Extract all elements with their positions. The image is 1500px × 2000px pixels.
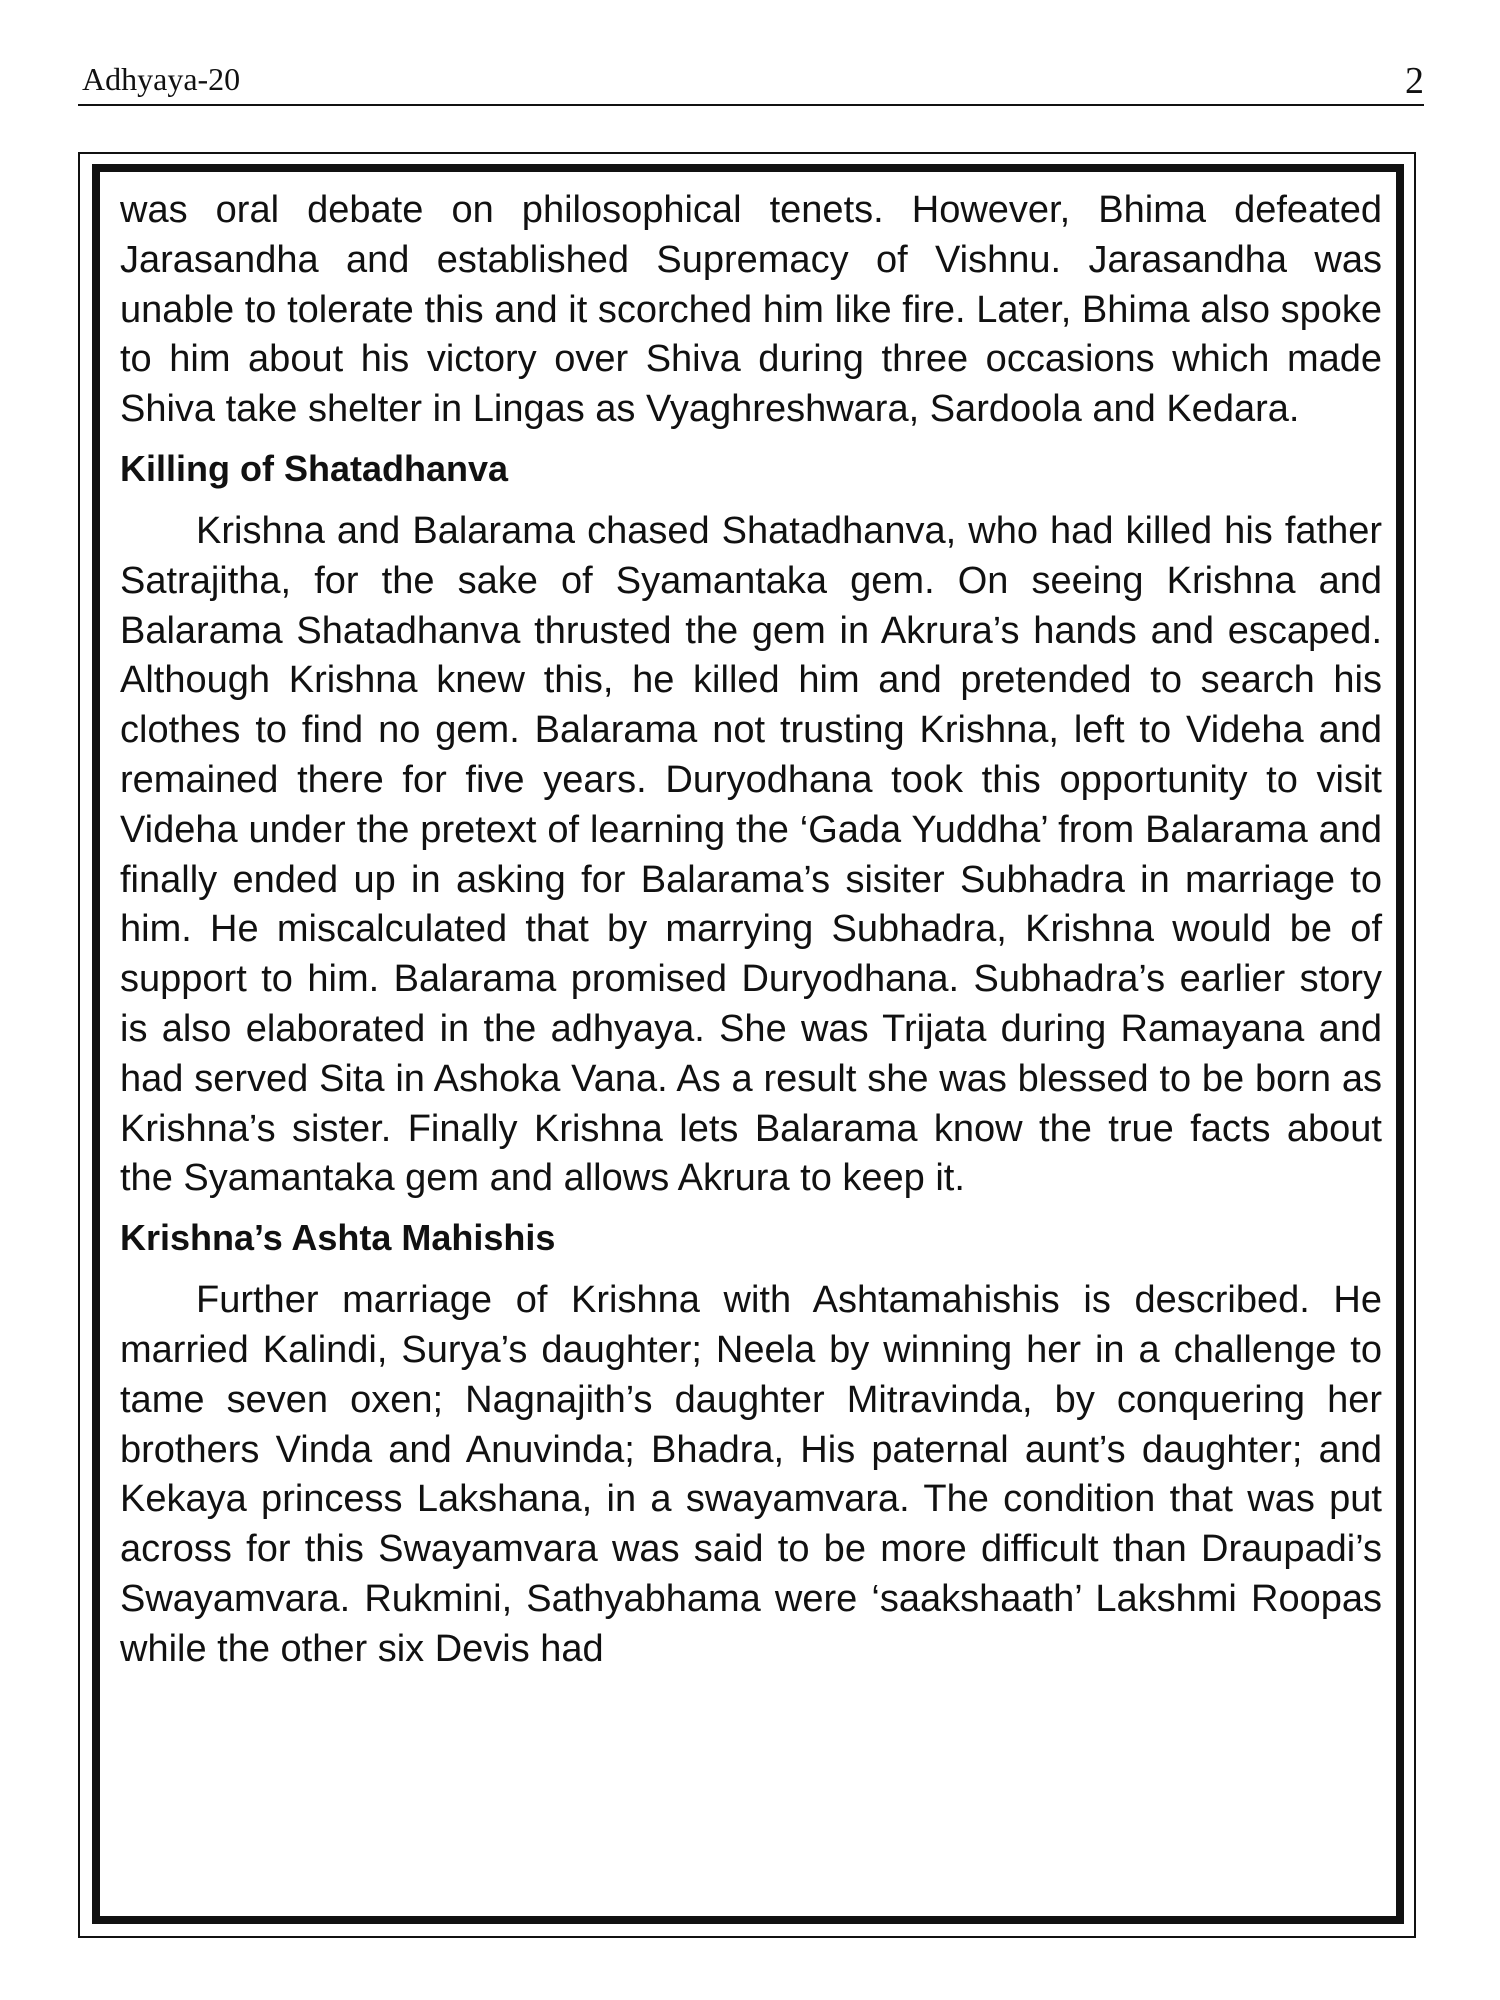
header-rule	[78, 104, 1424, 106]
intro-paragraph: was oral debate on philosophical tenets. However, Bhima defeated Jarasandha and established Supremacy of Vishnu. Jarasandha was unable to tolerate this and it scorched him like fire. Later, Bhima also spoke to him about his victory over Shiva during three occasions which made Shiva take shelter in Lingas as Vyaghreshwara, Sardoola and Kedara.	[120, 189, 1382, 431]
chapter-title: Adhyaya-20	[82, 61, 241, 97]
section-paragraph-shatadhanva: Krishna and Balarama chased Shatadhanva, who had killed his father Satrajitha, for the sake of Syamantaka gem. On seeing Krishna and Balarama Shatadhanva thrusted the gem in Akrura’s hands and escaped. Although Krishna knew this, he killed him and pretended to search his clothes to find no gem. Balarama not trusting Krishna, left to Videha and remained there for five years. Duryodhana took this opportunity to visit Videha under the pretext of learning the ‘Gada Yuddha’ from Balarama and finally ended up in asking for Balarama’s sisiter Subhadra in marriage to him. He miscalculated that by marrying Subhadra, Krishna would be of support to him. Balarama promised Duryodhana. Subhadra’s earlier story is also elaborated in the adhyaya. She was Trijata during Ramayana and had served Sita in Ashoka Vana. As a result she was blessed to be born as Krishna’s sister. Finally Krishna lets Balarama know the true facts about the Syamantaka gem and allows Akrura to keep it.	[120, 509, 1382, 1200]
page-body	[120, 186, 1382, 1675]
section-heading-ashta-mahishis: Krishna’s Ashta Mahishis	[120, 1217, 556, 1259]
running-header	[82, 54, 1424, 104]
page-number: 2	[1405, 60, 1424, 102]
section-heading-shatadhanva: Killing of Shatadhanva	[120, 447, 509, 489]
section-paragraph-ashta-mahishis: Further marriage of Krishna with Ashtamahishis is described. He married Kalindi, Surya’s daughter; Neela by winning her in a challenge to tame seven oxen; Nagnajith’s daughter Mitravinda, by conquering her brothers Vinda and Anuvinda; Bhadra, His paternal aunt’s daughter; and Kekaya princess Lakshana, in a swayamvara. The condition that was put across for this Swayamvara was said to be more difficult than Draupadi’s Swayamvara. Rukmini, Sathyabhama were ‘saakshaath’ Lakshmi Roopas while the other six Devis had	[120, 1279, 1382, 1670]
